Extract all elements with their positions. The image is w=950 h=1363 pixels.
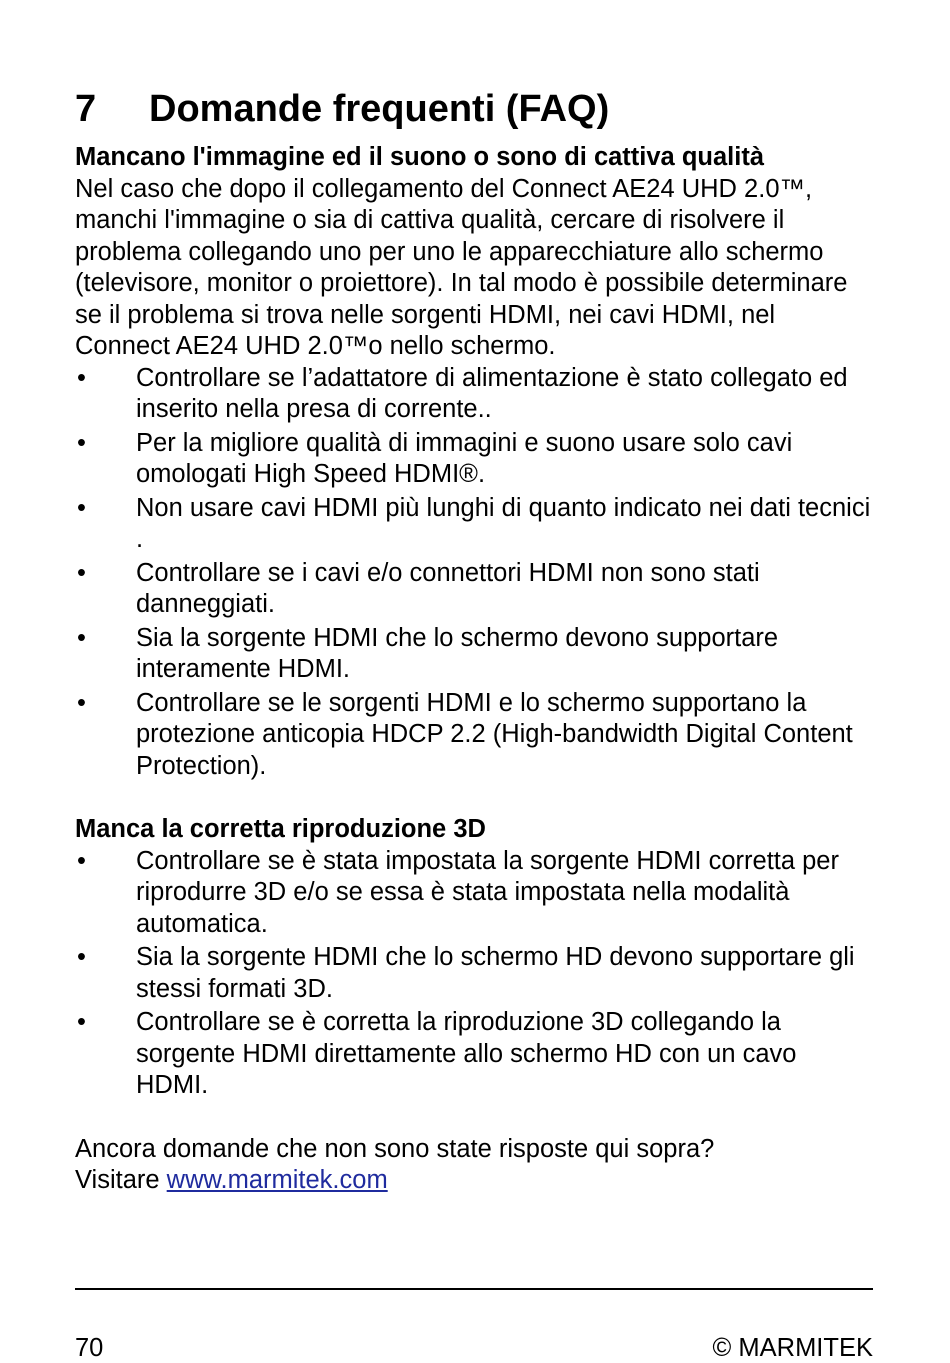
closing-question: Ancora domande che non sono state risposte qui sopra?	[75, 1134, 715, 1163]
page-number: 70	[75, 1334, 104, 1362]
list-item-text: Sia la sorgente HDMI che lo schermo devono supportare interamente HDMI.	[136, 623, 779, 683]
list-item-text: Controllare se l’adattatore di alimentazione è stato collegato ed inserito nella presa di corrente..	[136, 363, 848, 423]
page-title	[75, 86, 609, 132]
bullet-icon: •	[77, 1008, 86, 1036]
list-item-text: Per la migliore qualità di immagini e suono usare solo cavi omologati High Speed HDMI®.	[136, 428, 793, 488]
bullet-icon: •	[77, 363, 86, 392]
section-title: Domande frequenti (FAQ)	[149, 88, 610, 130]
bullet-icon: •	[77, 846, 86, 875]
bullet-icon: •	[77, 558, 86, 587]
spacer	[75, 784, 875, 814]
list-item	[75, 623, 875, 686]
faq-content	[75, 142, 875, 1197]
copyright-notice: © MARMITEK	[712, 1334, 873, 1362]
list-item-text: Sia la sorgente HDMI che lo schermo HD devono supportare gli stessi formati 3D.	[136, 943, 855, 1003]
list-item-text: Controllare se è corretta la riproduzione 3D collegando la sorgente HDMI direttamente allo schermo HD con un cavo HDMI.	[136, 1008, 797, 1099]
list-item	[75, 846, 875, 941]
bullet-icon: •	[77, 428, 86, 457]
faq-question-3d: Manca la corretta riproduzione 3D	[75, 815, 486, 843]
list-item	[75, 558, 875, 621]
faq-question-image-sound: Mancano l'immagine ed il suono o sono di cattiva qualità	[75, 143, 764, 171]
bullet-icon: •	[77, 943, 86, 971]
list-item	[75, 363, 875, 426]
faq-intro-paragraph: Nel caso che dopo il collegamento del Connect AE24 UHD 2.0™, manchi l'immagine o sia di cattiva qualità, cercare di risolvere il problema collegando uno per uno le apparecchiature allo schermo (televisore, monitor o proiettore). In tal modo è possibile determinare se il problema si trova nelle sorgenti HDMI, nei cavi HDMI, nel Connect AE24 UHD 2.0™o nello schermo.	[75, 174, 848, 360]
list-item	[75, 428, 875, 491]
document-page	[75, 0, 875, 1362]
3d-checklist	[75, 846, 875, 1102]
marmitek-website-link[interactable]: www.marmitek.com	[166, 1166, 388, 1194]
footer-divider	[75, 1288, 873, 1290]
closing-visit-line	[75, 1165, 875, 1197]
visit-label: Visitare	[75, 1166, 160, 1194]
list-item-text: Controllare se è stata impostata la sorgente HDMI corretta per riprodurre 3D e/o se essa è stata impostata nella modalità automatica.	[136, 846, 839, 938]
image-sound-checklist	[75, 363, 875, 783]
list-item-text: Non usare cavi HDMI più lunghi di quanto indicato nei dati tecnici .	[136, 493, 871, 553]
bullet-icon: •	[77, 623, 86, 652]
section-number: 7	[75, 88, 97, 130]
list-item	[75, 493, 875, 556]
list-item	[75, 942, 875, 1005]
bullet-icon: •	[77, 688, 86, 717]
list-item-text: Controllare se le sorgenti HDMI e lo schermo supportano la protezione anticopia HDCP 2.2 (High-bandwidth Digital Content Protection).	[136, 688, 853, 780]
list-item-text: Controllare se i cavi e/o connettori HDMI non sono stati danneggiati.	[136, 558, 760, 618]
bullet-icon: •	[77, 493, 86, 522]
list-item	[75, 1007, 875, 1102]
spacer	[75, 1104, 875, 1134]
list-item	[75, 688, 875, 783]
